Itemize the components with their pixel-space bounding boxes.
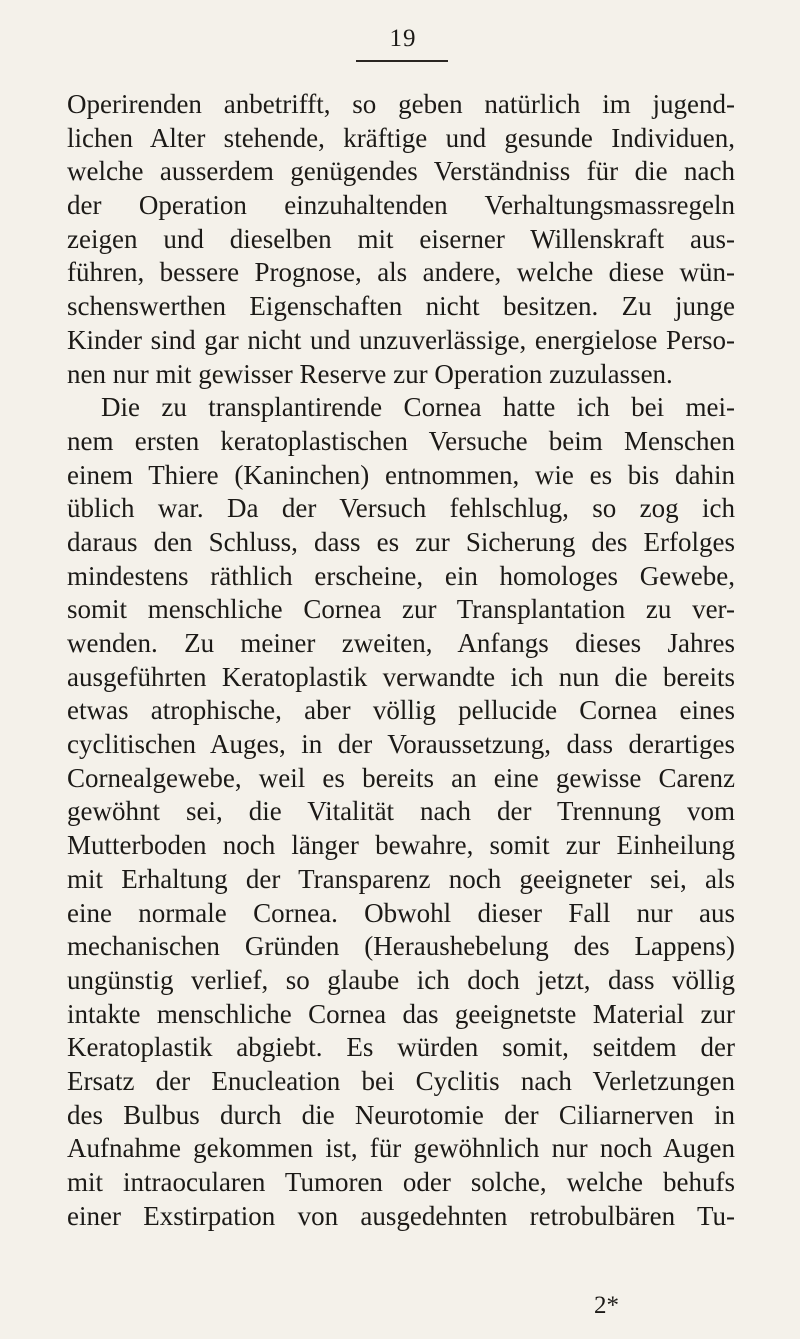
text-line: mechanischen Gründen (Heraushebelung des Lappens) bbox=[67, 931, 735, 962]
text-line: nem ersten keratoplastischen Versuche beim Menschen bbox=[67, 425, 735, 456]
text-line: mit intraocularen Tumoren oder solche, welche behufs bbox=[67, 1167, 735, 1197]
text-line: schenswerthen Eigenschaften nicht besitzen. Zu junge bbox=[67, 291, 735, 322]
text-line: lichen Alter stehende, kräftige und gesunde Individuen, bbox=[67, 122, 735, 153]
text-line: somit menschliche Cornea zur Transplantation zu ver- bbox=[67, 594, 735, 625]
text-line: einem Thiere (Kaninchen) entnommen, wie es bis dahin bbox=[67, 459, 735, 490]
body-text bbox=[67, 88, 735, 1233]
text-line: cyclitischen Auges, in der Voraussetzung, dass derartiges bbox=[67, 729, 735, 760]
text-line: der Operation einzuhaltenden Verhaltungsmassregeln bbox=[67, 190, 735, 221]
text-line: einer Exstirpation von ausgedehnten retrobulbären Tu- bbox=[67, 1200, 735, 1231]
text-line: gewöhnt sei, die Vitalität nach der Trennung vom bbox=[67, 796, 735, 827]
text-line: mindestens räthlich erscheine, ein homologes Gewebe, bbox=[67, 560, 735, 591]
text-line: daraus den Schluss, dass es zur Sicherung des Erfolges bbox=[67, 526, 735, 557]
text-line: Cornealgewebe, weil es bereits an eine gewisse Carenz bbox=[67, 762, 735, 793]
text-line: Ersatz der Enucleation bei Cyclitis nach Verletzungen bbox=[67, 1065, 735, 1096]
text-line: zeigen und dieselben mit eiserner Willenskraft aus- bbox=[67, 223, 735, 254]
text-line: Mutterboden noch länger bewahre, somit zur Einheilung bbox=[67, 830, 735, 861]
page-number: 19 bbox=[389, 25, 417, 52]
page-number-underline bbox=[356, 60, 448, 62]
text-line: etwas atrophische, aber völlig pellucide Cornea eines bbox=[67, 695, 735, 726]
text-line: Aufnahme gekommen ist, für gewöhnlich nur noch Augen bbox=[67, 1133, 735, 1164]
text-line: führen, bessere Prognose, als andere, welche diese wün- bbox=[67, 257, 735, 288]
text-line: ungünstig verlief, so glaube ich doch jetzt, dass völlig bbox=[67, 964, 735, 995]
text-line: wenden. Zu meiner zweiten, Anfangs dieses Jahres bbox=[67, 628, 735, 658]
text-line: intakte menschliche Cornea das geeignetste Material zur bbox=[67, 998, 735, 1029]
printer-signature-mark: 2* bbox=[594, 1292, 619, 1319]
text-line: Operirenden anbetrifft, so geben natürlich im jugend- bbox=[67, 89, 735, 119]
paragraph-end-line: nen nur mit gewisser Reserve zur Operation zuzulassen. bbox=[67, 358, 673, 389]
paragraph-start-line: Die zu transplantirende Cornea hatte ich bei mei- bbox=[101, 392, 735, 423]
text-line: eine normale Cornea. Obwohl dieser Fall nur aus bbox=[67, 897, 735, 928]
text-line: üblich war. Da der Versuch fehlschlug, so zog ich bbox=[67, 493, 735, 524]
text-line: welche ausserdem genügendes Verständniss für die nach bbox=[67, 156, 735, 187]
text-line: Keratoplastik abgiebt. Es würden somit, seitdem der bbox=[67, 1032, 735, 1063]
text-line: ausgeführten Keratoplastik verwandte ich nun die bereits bbox=[67, 661, 735, 692]
text-line: Kinder sind gar nicht und unzuverlässige, energielose Perso- bbox=[67, 324, 735, 355]
text-line: des Bulbus durch die Neurotomie der Ciliarnerven in bbox=[67, 1099, 735, 1130]
text-line: mit Erhaltung der Transparenz noch geeigneter sei, als bbox=[67, 863, 735, 894]
